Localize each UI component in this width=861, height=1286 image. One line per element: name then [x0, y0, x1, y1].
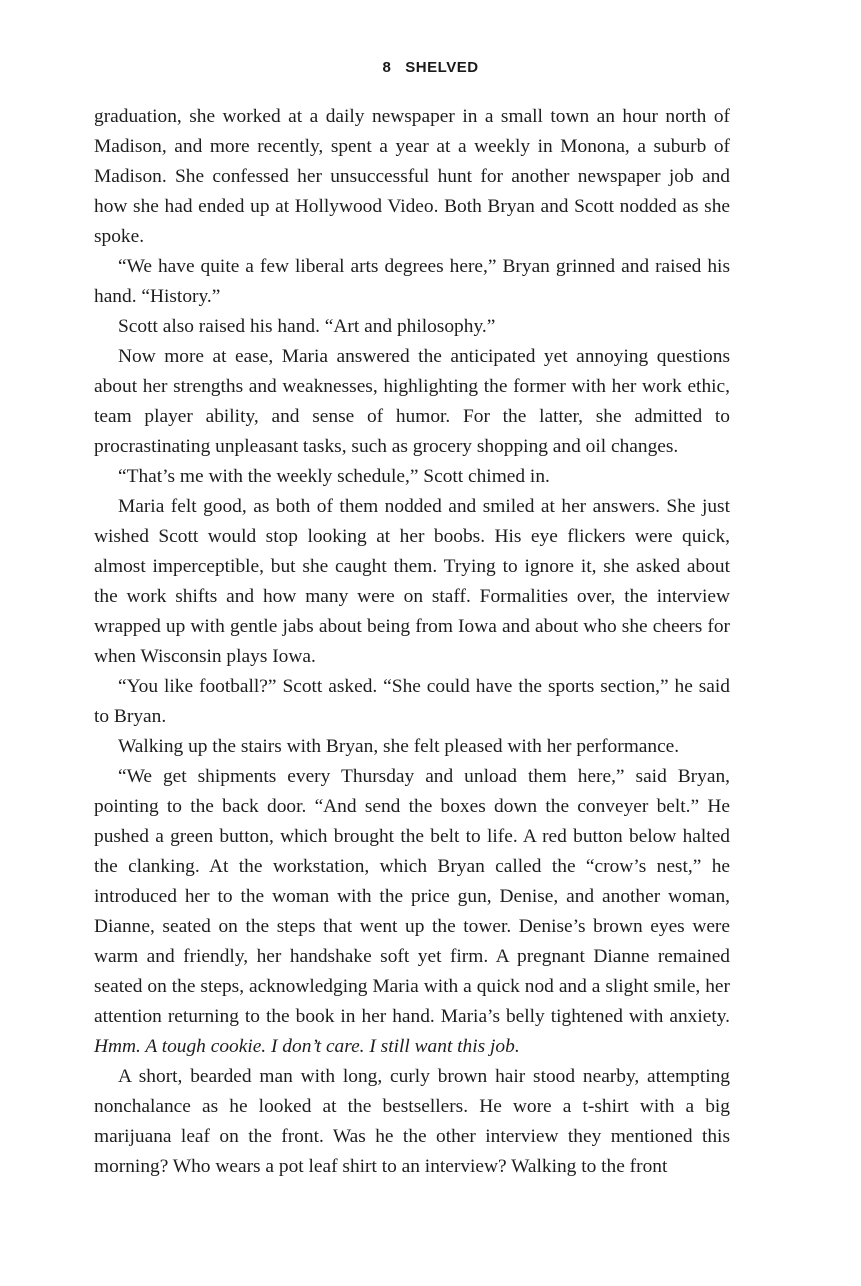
paragraph	[94, 462, 730, 492]
running-head	[0, 58, 861, 78]
body-text	[94, 102, 730, 1182]
paragraph	[94, 342, 730, 462]
italic-thought: Hmm. A tough cookie. I don’t care. I still want this job.	[94, 1036, 520, 1057]
paragraph-text: “We have quite a few liberal arts degrees here,” Bryan grinned and raised his hand. “History.”	[94, 256, 730, 307]
paragraph-text: “We get shipments every Thursday and unload them here,” said Bryan, pointing to the back door. “And send the boxes down the conveyer belt.” He pushed a green button, which brought the belt to life. A red button below halted the clanking. At the workstation, which Bryan called the “crow’s nest,” he introduced her to the woman with the price gun, Denise, and another woman, Dianne, seated on the steps that went up the tower. Denise’s brown eyes were warm and friendly, her handshake soft yet firm. A pregnant Dianne remained seated on the steps, acknowledging Maria with a quick nod and a slight smile, her attention returning to the book in her hand. Maria’s belly tightened with anxiety.	[94, 766, 730, 1027]
running-title: SHELVED	[405, 59, 479, 76]
paragraph-text: Maria felt good, as both of them nodded and smiled at her answers. She just wished Scott would stop looking at her boobs. His eye flickers were quick, almost imperceptible, but she caught them. Trying to ignore it, she asked about the work shifts and how many were on staff. Formalities over, the interview wrapped up with gentle jabs about being from Iowa and about who she cheers for when Wisconsin plays Iowa.	[94, 496, 730, 667]
paragraph-text: Scott also raised his hand. “Art and philosophy.”	[118, 316, 496, 337]
paragraph-text: Now more at ease, Maria answered the anticipated yet annoying questions about her strengths and weaknesses, highlighting the former with her work ethic, team player ability, and sense of humor. For the latter, she admitted to procrastinating unpleasant tasks, such as grocery shopping and oil changes.	[94, 346, 730, 457]
paragraph	[94, 672, 730, 732]
paragraph	[94, 732, 730, 762]
paragraph-text: “That’s me with the weekly schedule,” Scott chimed in.	[118, 466, 550, 487]
paragraph	[94, 1062, 730, 1182]
paragraph-text: Walking up the stairs with Bryan, she felt pleased with her performance.	[118, 736, 680, 757]
paragraph	[94, 492, 730, 672]
paragraph	[94, 312, 730, 342]
paragraph-text: A short, bearded man with long, curly brown hair stood nearby, attempting nonchalance as he looked at the bestsellers. He wore a t-shirt with a big marijuana leaf on the front. Was he the other interview they mentioned this morning? Who wears a pot leaf shirt to an interview? Walking to the front	[94, 1066, 730, 1177]
paragraph	[94, 762, 730, 1062]
paragraph-text: “You like football?” Scott asked. “She could have the sports section,” he said to Bryan.	[94, 676, 730, 727]
page-number: 8	[382, 59, 392, 76]
paragraph	[94, 102, 730, 252]
paragraph-text: graduation, she worked at a daily newspaper in a small town an hour north of Madison, and more recently, spent a year at a weekly in Monona, a suburb of Madison. She confessed her unsuccessful hunt for another newspaper job and how she had ended up at Hollywood Video. Both Bryan and Scott nodded as she spoke.	[94, 106, 730, 247]
paragraph	[94, 252, 730, 312]
